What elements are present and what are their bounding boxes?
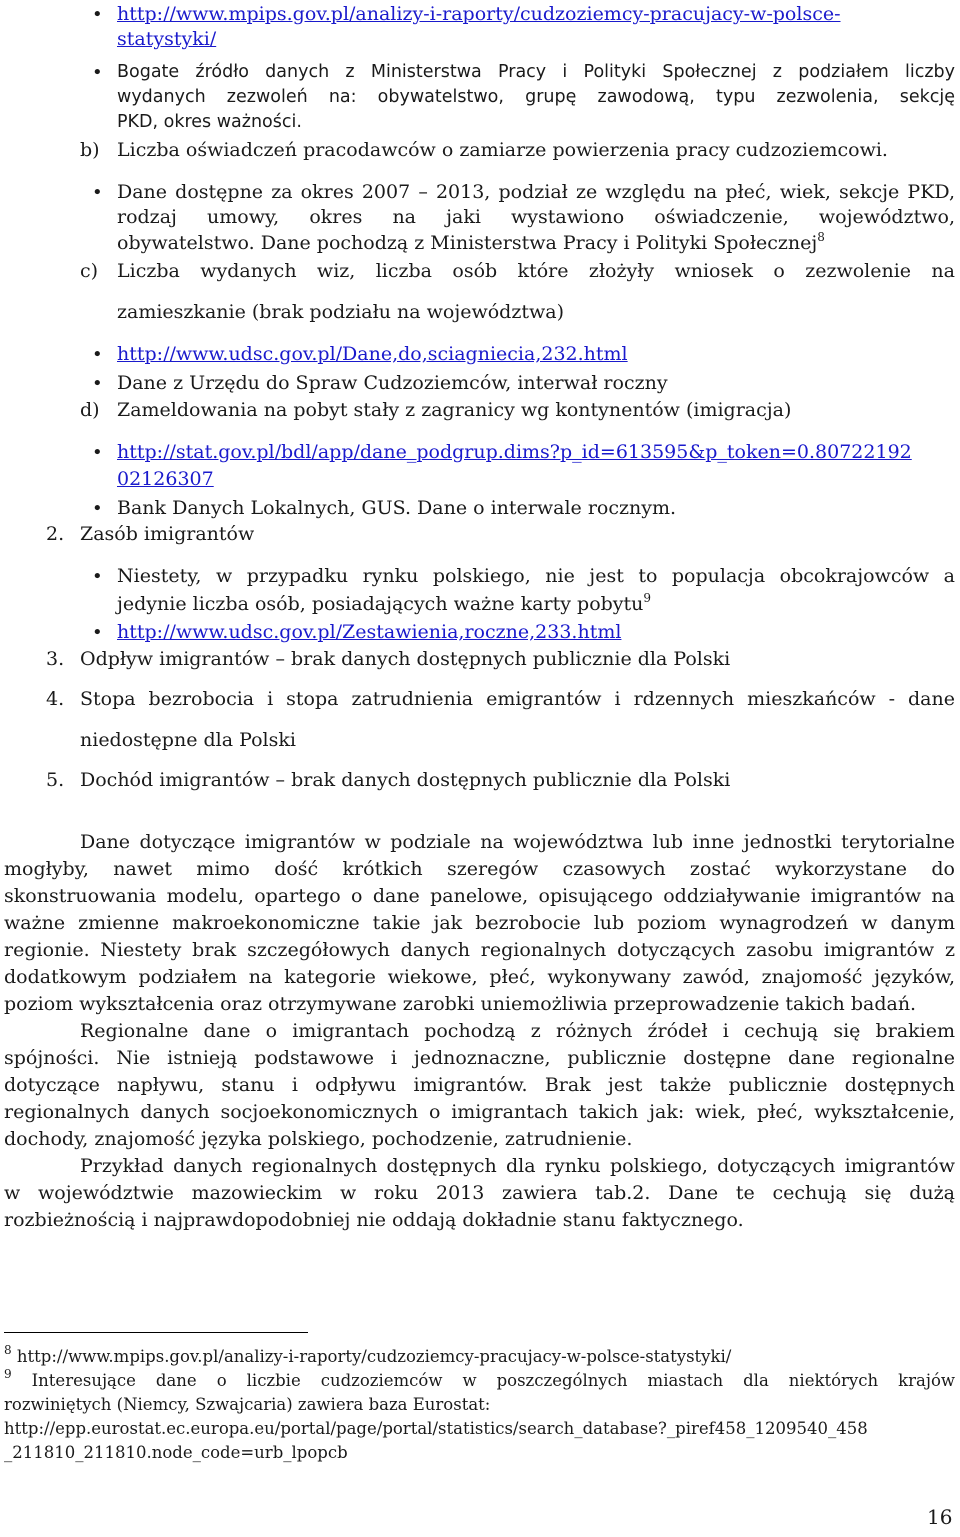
paragraph-line: Regionalne dane o imigrantach pochodzą z różnych źródeł i cechują się brakiem [80, 1020, 955, 1042]
link-udsc-zestawienia[interactable]: http://www.udsc.gov.pl/Zestawienia,roczne,233.html [117, 621, 622, 643]
list-item-text: wydanych zezwoleń na: obywatelstwo, grupę zawodową, typu zezwolenia, sekcję [117, 87, 955, 107]
list-item-text: PKD, okres ważności. [117, 112, 302, 132]
footnote-separator [4, 1332, 308, 1333]
paragraph-line: skonstruowania modelu, opartego o dane panelowe, opisującego oddziaływanie imigrantów na [4, 885, 955, 907]
paragraph-line: regionie. Niestety brak szczegółowych danych regionalnych dotyczących zasobu imigrantów z [4, 939, 955, 961]
paragraph-line: dodatkowym podziałem na kategorie wiekowe, płeć, wykonywany zawód, znajomość języków, [4, 966, 955, 988]
list-heading: Dochód imigrantów – brak danych dostępnych publicznie dla Polski [80, 769, 731, 791]
list-item-text: Dane dostępne za okres 2007 – 2013, podział ze względu na płeć, wiek, sekcje PKD, [117, 181, 955, 203]
bullet-icon: • [92, 4, 103, 25]
paragraph-line: mogłyby, nawet mimo dość krótkich szeregów czasowych zostać wykorzystane do [4, 858, 955, 880]
bullet-icon: • [92, 182, 103, 203]
list-item-text: Niestety, w przypadku rynku polskiego, nie jest to populacja obcokrajowców a [117, 565, 955, 587]
footnote-9-url: http://epp.eurostat.ec.europa.eu/portal/page/portal/statistics/search_database?_piref458_1209540_458 [4, 1419, 868, 1438]
paragraph-line: regionalnych danych socjoekonomicznych o imigrantach takich jak: wiek, płeć, wykształcenie, [4, 1101, 955, 1123]
paragraph-line: poziom wykształcenia oraz otrzymywane zarobki uniemożliwia przeprowadzenie takich badań. [4, 993, 917, 1015]
list-item-text: jedynie liczba osób, posiadających ważne karty pobytu$^9$ [117, 591, 652, 615]
footnote-9-url-cont: _211810_211810.node_code=urb_lpopcb [4, 1443, 348, 1462]
paragraph-line: w województwie mazowieckim w roku 2013 zawiera tab.2. Dane te cechują się dużą [4, 1182, 955, 1204]
list-item-text: rodzaj umowy, okres na jaki wystawiono oświadczenie, województwo, [117, 206, 955, 228]
link-stat-gov-cont[interactable]: 02126307 [117, 468, 214, 490]
paragraph-line: spójności. Nie istnieją podstawowe i jednoznaczne, publicznie dostępne dane regionalne [4, 1047, 955, 1069]
bullet-icon: • [92, 62, 103, 83]
list-number: 3. [46, 648, 65, 670]
page-number: 16 [927, 1505, 953, 1529]
bullet-icon: • [92, 622, 103, 643]
link-mpips-cont[interactable]: statystyki/ [117, 28, 217, 50]
list-item-text: Dane z Urzędu do Spraw Cudzoziemców, interwał roczny [117, 372, 668, 394]
paragraph-line: Dane dotyczące imigrantów w podziale na województwa lub inne jednostki terytorialne [80, 831, 955, 853]
paragraph-line: ważne zmienne makroekonomiczne takie jak bezrobocie lub poziom wynagrodzeń w danym [4, 912, 955, 934]
list-item-text: obywatelstwo. Dane pochodzą z Ministerstwa Pracy i Polityki Społecznej$^8$ [117, 230, 825, 254]
paragraph-line: rozbieżnością i najprawdopodobniej nie oddają dokładnie stanu faktycznego. [4, 1209, 744, 1231]
list-heading: Zasób imigrantów [80, 523, 255, 545]
link-udsc-dane[interactable]: http://www.udsc.gov.pl/Dane,do,sciagniecia,232.html [117, 343, 628, 365]
footnote-ref[interactable]: 9 [643, 591, 652, 605]
bullet-icon: • [92, 344, 103, 365]
link-stat-gov[interactable]: http://stat.gov.pl/bdl/app/dane_podgrup.dims?p_id=613595&p_token=0.80722192 [117, 441, 912, 463]
list-item-text: Bank Danych Lokalnych, GUS. Dane o interwale rocznym. [117, 497, 677, 519]
list-marker: b) [80, 139, 100, 161]
bullet-icon: • [92, 498, 103, 519]
paragraph-line: Przykład danych regionalnych dostępnych dla rynku polskiego, dotyczących imigrantów [80, 1155, 955, 1177]
list-heading: Zameldowania na pobyt stały z zagranicy wg kontynentów (imigracja) [117, 399, 792, 421]
bullet-icon: • [92, 373, 103, 394]
list-heading: Stopa bezrobocia i stopa zatrudnienia emigrantów i rdzennych mieszkańców - dane [80, 688, 955, 710]
link-mpips[interactable]: http://www.mpips.gov.pl/analizy-i-raporty/cudzoziemcy-pracujacy-w-polsce- [117, 3, 841, 25]
footnote-9-cont: rozwiniętych (Niemcy, Szwajcaria) zawiera baza Eurostat: [4, 1395, 491, 1414]
list-heading-cont: zamieszkanie (brak podziału na województwa) [117, 301, 564, 323]
list-number: 4. [46, 688, 65, 710]
footnote-ref[interactable]: 8 [817, 230, 825, 244]
footnote-9: $^9$ Interesujące dane o liczbie cudzoziemców w poszczególnych miastach dla niektórych krajów [4, 1367, 955, 1390]
list-heading: Liczba oświadczeń pracodawców o zamiarze powierzenia pracy cudzoziemcowi. [117, 139, 888, 161]
list-item-text: Bogate źródło danych z Ministerstwa Pracy i Polityki Społecznej z podziałem liczby [117, 62, 955, 82]
list-heading: Odpływ imigrantów – brak danych dostępnych publicznie dla Polski [80, 648, 731, 670]
list-heading: Liczba wydanych wiz, liczba osób które złożyły wniosek o zezwolenie na [117, 260, 955, 282]
bullet-icon: • [92, 566, 103, 587]
bullet-icon: • [92, 442, 103, 463]
list-number: 2. [46, 523, 65, 545]
list-marker: d) [80, 399, 100, 421]
list-marker: c) [80, 260, 99, 282]
footnote-8: $^8$ http://www.mpips.gov.pl/analizy-i-raporty/cudzoziemcy-pracujacy-w-polsce-statystyki/ [4, 1343, 732, 1366]
paragraph-line: dotyczące napływu, stanu i odpływu imigrantów. Brak jest także publicznie dostępnych [4, 1074, 955, 1096]
paragraph-line: dochody, znajomość języka polskiego, pochodzenie, zatrudnienie. [4, 1128, 633, 1150]
list-heading-cont: niedostępne dla Polski [80, 729, 296, 751]
list-number: 5. [46, 769, 65, 791]
